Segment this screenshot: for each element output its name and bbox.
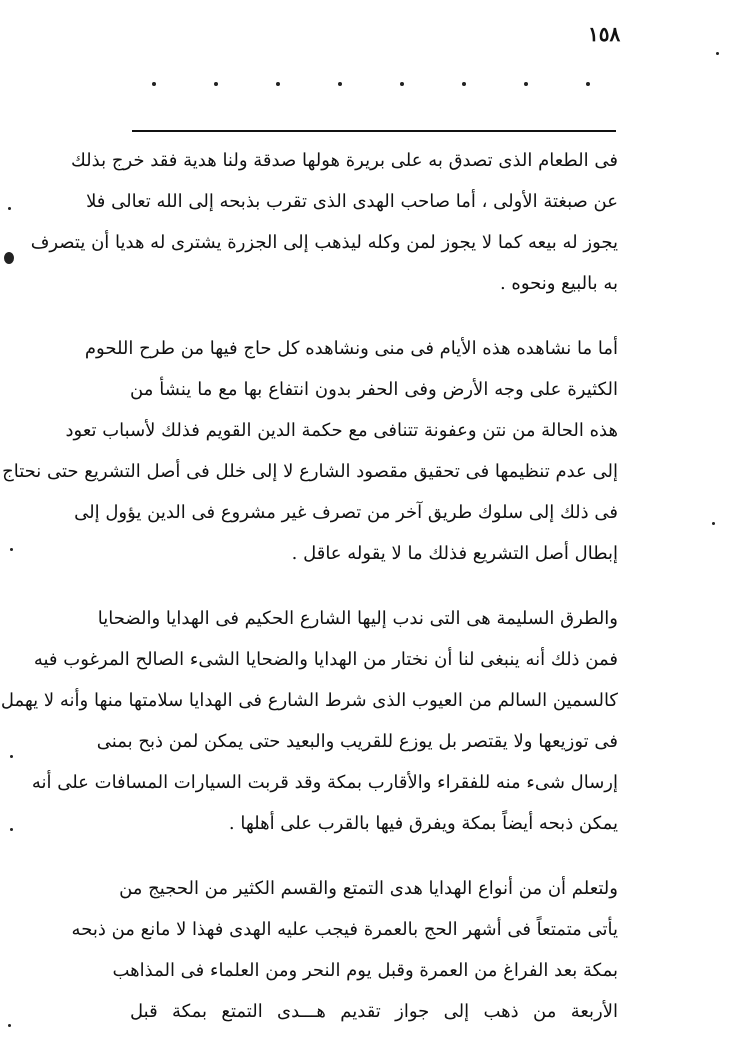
body-text <box>0 140 619 1032</box>
page-number: ١٥٨ <box>588 22 621 46</box>
text-line: بمكة بعد الفراغ من العمرة وقبل يوم النحر ومن العلماء فى المذاهب <box>112 960 618 981</box>
margin-ink-speck <box>10 755 13 758</box>
text-line: يأتى متمتعاً فى أشهر الحج بالعمرة فيجب عليه الهدى فهذا لا مانع من ذبحه <box>71 919 618 940</box>
text-line: هذه الحالة من نتن وعفونة تتنافى مع حكمة الدين القويم فذلك لأسباب تعود <box>65 420 618 441</box>
header-dot-ornament <box>150 70 600 100</box>
text-line: فى ذلك إلى سلوك طريق آخر من تصرف غير مشروع فى الدين يؤول إلى <box>74 502 618 523</box>
ornament-dot <box>462 82 466 86</box>
paragraph-3 <box>0 598 618 844</box>
margin-ink-blot <box>4 252 14 264</box>
ornament-dot <box>338 82 342 86</box>
text-line: إبطال أصل التشريع فذلك ما لا يقوله عاقل . <box>291 543 618 564</box>
margin-ink-speck <box>712 522 715 525</box>
ornament-dot <box>214 82 218 86</box>
text-line: ولتعلم أن من أنواع الهدايا هدى التمتع والقسم الكثير من الحجيج من <box>119 878 618 899</box>
margin-ink-speck <box>8 207 11 210</box>
text-line: الأربعة من ذهب إلى جواز تقديم هـــدى التمتع بمكة قبل <box>130 1001 619 1022</box>
paragraph-1 <box>30 140 618 304</box>
paragraph-4 <box>71 868 619 1032</box>
margin-ink-speck <box>716 52 719 55</box>
ornament-dot <box>400 82 404 86</box>
text-line: عن صبغتة الأولى ، أما صاحب الهدى الذى تقرب بذبحه إلى الله تعالى فلا <box>86 191 618 212</box>
text-line: يمكن ذبحه أيضاً بمكة ويفرق فيها بالقرب على أهلها . <box>228 813 618 834</box>
paragraph-2 <box>2 328 618 574</box>
ornament-dot <box>586 82 590 86</box>
text-line: إلى عدم تنظيمها فى تحقيق مقصود الشارع لا إلى خلل فى أصل التشريع حتى نحتاج <box>2 461 618 482</box>
ornament-dot <box>524 82 528 86</box>
ornament-dot <box>276 82 280 86</box>
text-line: فى توزيعها ولا يقتصر بل يوزع للقريب والبعيد حتى يمكن لمن ذبح بمنى <box>96 731 618 752</box>
ornament-dot <box>152 82 156 86</box>
margin-ink-speck <box>8 1024 11 1027</box>
text-line: والطرق السليمة هى التى ندب إليها الشارع الحكيم فى الهدايا والضحايا <box>97 608 618 629</box>
margin-ink-speck <box>10 828 13 831</box>
text-line: كالسمين السالم من العيوب الذى شرط الشارع فى الهدايا سلامتها منها وأنه لا يهمل <box>0 690 618 711</box>
margin-ink-speck <box>10 548 13 551</box>
text-line: فى الطعام الذى تصدق به على بريرة هولها صدقة ولنا هدية فقد خرج بذلك <box>71 150 618 171</box>
header-rule <box>132 130 616 132</box>
text-line: إرسال شىء منه للفقراء والأقارب بمكة وقد قربت السيارات المسافات على أنه <box>31 772 618 793</box>
text-line: الكثيرة على وجه الأرض وفى الحفر بدون انتفاع بها مع ما ينشأ من <box>130 379 618 400</box>
text-line: فمن ذلك أنه ينبغى لنا أن نختار من الهدايا والضحايا الشىء الصالح المرغوب فيه <box>33 649 618 670</box>
text-line: به بالبيع ونحوه . <box>499 273 618 294</box>
text-line: يجوز له بيعه كما لا يجوز لمن وكله ليذهب إلى الجزرة يشترى له هديا أن يتصرف <box>30 232 618 253</box>
text-line: أما ما نشاهده هذه الأيام فى منى ونشاهده كل حاج فيها من طرح اللحوم <box>84 338 618 359</box>
